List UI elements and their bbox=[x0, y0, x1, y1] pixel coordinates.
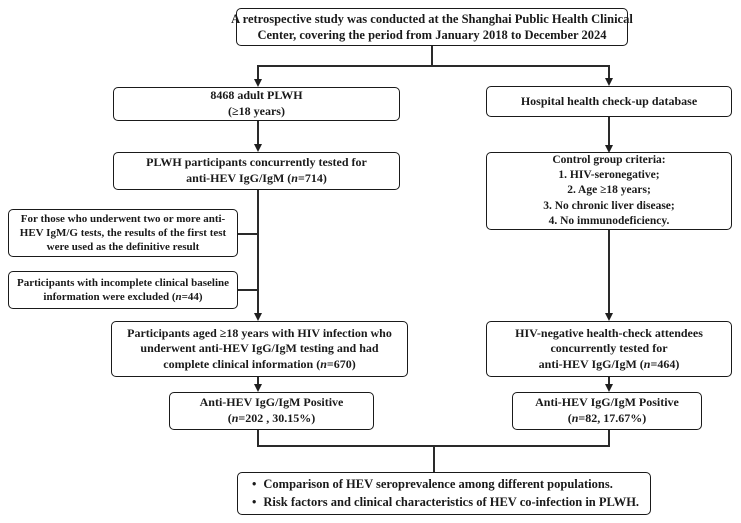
plwh-tested-n: n bbox=[291, 171, 298, 185]
eligible-line-3 bbox=[163, 357, 356, 373]
side2-n-pre: information were excluded ( bbox=[43, 291, 176, 303]
connector-side-note-2 bbox=[238, 289, 258, 291]
arrow-down-icon bbox=[254, 79, 262, 87]
connector-merge-outcomes bbox=[433, 445, 435, 472]
eligible-line-1: Participants aged ≥18 years with HIV infection who bbox=[127, 325, 392, 340]
controls-tested-line-1: HIV-negative health-check attendees bbox=[515, 325, 703, 340]
arrow-down-icon bbox=[254, 144, 262, 152]
plwh-positive-n-post: =202 , 30.15%) bbox=[238, 411, 316, 425]
criteria-item-3: 3. No chronic liver disease; bbox=[543, 199, 675, 212]
cohort-line-2: (≥18 years) bbox=[228, 104, 285, 118]
side2-line-1: Participants with incomplete clinical baseline bbox=[16, 276, 230, 289]
controls-positive-n-line bbox=[568, 411, 647, 427]
study-line-2: Center, covering the period from January 2018 to December 2024 bbox=[257, 28, 607, 42]
controls-positive-title: Anti-HEV IgG/IgM Positive bbox=[535, 395, 679, 410]
connector-split-horizontal bbox=[257, 65, 609, 67]
arrow-down-icon bbox=[254, 384, 262, 392]
connector-criteria-controls bbox=[608, 230, 610, 313]
arrow-down-icon bbox=[605, 313, 613, 321]
bullet-icon: • bbox=[252, 494, 257, 509]
box-plwh-cohort bbox=[113, 87, 400, 121]
side2-n: n bbox=[175, 291, 182, 303]
arrow-down-icon bbox=[254, 313, 262, 321]
side1-line-1: For those who underwent two or more anti- bbox=[20, 212, 226, 225]
side2-n-post: =44) bbox=[181, 291, 203, 303]
box-plwh-positive bbox=[169, 392, 374, 430]
box-study-overview bbox=[231, 8, 633, 46]
plwh-tested-line-1: PLWH participants concurrently tested for bbox=[146, 155, 367, 170]
study-line-1: A retrospective study was conducted at the Shanghai Public Health Clinical bbox=[231, 11, 633, 26]
controls-tested-n-pre: anti-HEV IgG/IgM ( bbox=[538, 356, 644, 371]
plwh-positive-n: n bbox=[231, 411, 239, 425]
connector-split-left bbox=[257, 65, 259, 80]
controls-tested-n-post: =464) bbox=[650, 356, 680, 371]
eligible-line-2: underwent anti-HEV IgG/IgM testing and had bbox=[140, 341, 379, 356]
connector-side-note-1 bbox=[238, 233, 258, 235]
arrow-down-icon bbox=[605, 78, 613, 86]
box-eligible-participants bbox=[111, 321, 408, 377]
box-checkup-database bbox=[486, 86, 732, 117]
connector-split-right bbox=[608, 65, 610, 79]
box-study-outcomes bbox=[237, 472, 651, 515]
plwh-positive-title: Anti-HEV IgG/IgM Positive bbox=[199, 395, 344, 410]
outcome-item-1 bbox=[252, 476, 613, 494]
criteria-item-1: 1. HIV-seronegative; bbox=[558, 169, 660, 182]
controls-positive-n-post: =82, 17.67%) bbox=[578, 411, 647, 425]
connector-plwh-positive-down bbox=[257, 430, 259, 446]
box-controls-tested bbox=[486, 321, 732, 377]
connector-study-down bbox=[431, 46, 433, 66]
connector-tested-eligible bbox=[257, 190, 259, 313]
plwh-tested-line-2 bbox=[186, 171, 327, 187]
box-controls-positive bbox=[512, 392, 702, 430]
controls-positive-n: n bbox=[571, 411, 579, 425]
eligible-n-post: =670) bbox=[326, 356, 356, 371]
arrow-down-icon bbox=[605, 145, 613, 153]
connector-controls-positive-down bbox=[608, 430, 610, 446]
criteria-item-4: 4. No immunodeficiency. bbox=[548, 214, 670, 227]
controls-tested-line-3 bbox=[539, 357, 680, 373]
arrow-down-icon bbox=[605, 384, 613, 392]
eligible-n: n bbox=[320, 356, 327, 371]
plwh-tested-n-post: =714) bbox=[297, 171, 327, 185]
connector-cohort-tested bbox=[257, 121, 259, 144]
box-control-criteria bbox=[486, 152, 732, 230]
controls-tested-line-2: concurrently tested for bbox=[550, 341, 668, 356]
checkup-db-text: Hospital health check-up database bbox=[520, 93, 698, 108]
cohort-line-1: 8468 adult PLWH bbox=[210, 88, 303, 103]
plwh-tested-n-pre: anti-HEV IgG/IgM ( bbox=[186, 171, 292, 185]
connector-db-criteria bbox=[608, 117, 610, 145]
eligible-n-pre: complete clinical information ( bbox=[163, 356, 321, 371]
side1-line-3: were used as the definitive result bbox=[46, 241, 200, 254]
controls-tested-n: n bbox=[643, 356, 651, 371]
criteria-title: Control group criteria: bbox=[552, 154, 666, 167]
box-plwh-tested bbox=[113, 152, 400, 190]
outcome-item-2 bbox=[252, 494, 639, 512]
outcome-text-1: Comparison of HEV seroprevalence among different populations. bbox=[263, 477, 613, 491]
side2-line-2 bbox=[43, 290, 202, 304]
box-side-note-excluded bbox=[8, 271, 238, 309]
side1-line-2: HEV IgM/G tests, the results of the first test bbox=[19, 226, 227, 239]
criteria-item-2: 2. Age ≥18 years; bbox=[567, 184, 651, 197]
bullet-icon: • bbox=[252, 477, 257, 491]
outcome-text-2: Risk factors and clinical characteristics of HEV co-infection in PLWH. bbox=[263, 494, 640, 509]
box-side-note-repeat-tests bbox=[8, 209, 238, 257]
plwh-positive-n-line bbox=[228, 411, 316, 427]
controls-positive-n-pre: ( bbox=[567, 411, 572, 425]
plwh-positive-n-pre: ( bbox=[227, 411, 232, 425]
